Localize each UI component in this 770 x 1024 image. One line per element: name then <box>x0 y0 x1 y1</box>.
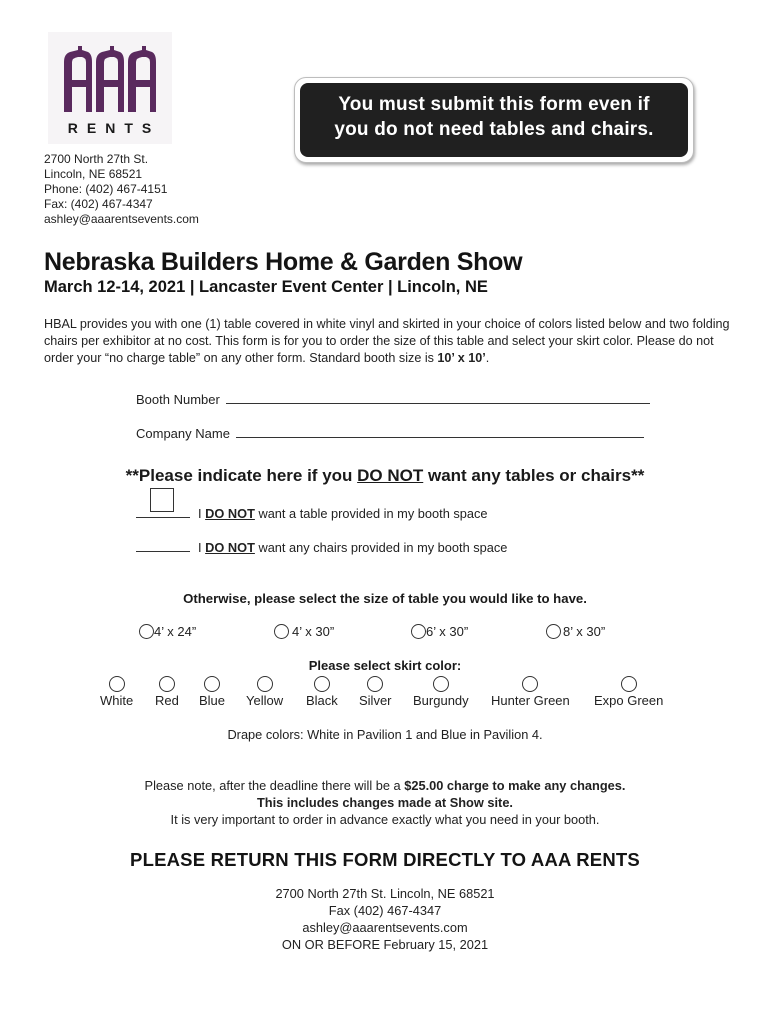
no-table-option <box>136 506 488 521</box>
skirt-label-expo-green: Expo Green <box>594 693 664 708</box>
no-chairs-emph: I DO NOT <box>198 540 255 555</box>
no-chairs-option <box>136 540 507 555</box>
intro-text: HBAL provides you with one (1) table covered in white vinyl and skirted in your choice of colors listed below and two folding chairs per exhibitor at no cost. This form is for you to order the size of this table and select your skirt color. Please do not order your “no charge table” on any other form. Standard booth size is <box>44 317 730 365</box>
notice-line-2: you do not need tables and chairs. <box>334 119 654 140</box>
no-tables-heading-pre: **Please indicate here if you <box>125 466 358 485</box>
skirt-option-expo-green[interactable] <box>594 676 663 708</box>
skirt-label-red: Red <box>155 693 179 708</box>
skirt-label-black: Black <box>306 693 338 708</box>
skirt-option-yellow[interactable] <box>246 676 283 708</box>
skirt-option-silver[interactable] <box>359 676 392 708</box>
contact-fax: Fax: (402) 467-4347 <box>44 197 153 211</box>
notice-line-1: You must submit this form even if <box>338 94 650 115</box>
skirt-radio-white[interactable] <box>109 676 125 692</box>
skirt-label-white: White <box>100 693 134 708</box>
changes-line-1-bold: $25.00 charge to make any changes. <box>404 778 626 793</box>
table-size-heading: Otherwise, please select the size of table you would like to have. <box>183 591 587 606</box>
size-label-4x24: 4’ x 24” <box>154 624 197 639</box>
size-label-8x30: 8’ x 30” <box>563 624 606 639</box>
intro-paragraph <box>44 316 734 367</box>
no-table-emph: I DO NOT <box>198 506 255 521</box>
skirt-option-black[interactable] <box>306 676 338 708</box>
no-chairs-text <box>198 540 507 555</box>
skirt-radio-silver[interactable] <box>367 676 383 692</box>
skirt-radio-burgundy[interactable] <box>433 676 449 692</box>
skirt-option-red[interactable] <box>155 676 179 708</box>
no-table-text <box>198 506 488 521</box>
no-table-rest: want a table provided in my booth space <box>254 506 488 521</box>
skirt-radio-expo-green[interactable] <box>621 676 637 692</box>
skirt-label-yellow: Yellow <box>246 693 284 708</box>
skirt-radio-blue[interactable] <box>204 676 220 692</box>
booth-size: 10’ x 10’ <box>437 351 486 365</box>
company-name-row <box>136 426 644 441</box>
contact-phone: Phone: (402) 467-4151 <box>44 182 168 196</box>
no-chairs-blank[interactable] <box>136 540 190 552</box>
size-label-4x30: 4’ x 30” <box>292 624 335 639</box>
skirt-radio-black[interactable] <box>314 676 330 692</box>
booth-number-field[interactable] <box>226 393 650 404</box>
return-deadline: ON OR BEFORE February 15, 2021 <box>281 937 489 952</box>
event-subtitle: March 12-14, 2021 | Lancaster Event Center | Lincoln, NE <box>44 278 488 296</box>
size-option-6x30[interactable] <box>411 624 468 639</box>
return-email: ashley@aaarentsevents.com <box>302 920 468 935</box>
contact-city: Lincoln, NE 68521 <box>44 167 143 181</box>
contact-address: 2700 North 27th St. <box>44 152 149 166</box>
no-tables-heading <box>0 466 770 486</box>
return-address: 2700 North 27th St. Lincoln, NE 68521 <box>275 886 495 901</box>
no-table-checkbox[interactable] <box>150 488 174 512</box>
skirt-radio-yellow[interactable] <box>257 676 273 692</box>
contact-email: ashley@aaarentsevents.com <box>44 212 199 226</box>
contact-block <box>44 152 199 227</box>
no-table-blank <box>136 506 190 518</box>
size-radio-4x24[interactable] <box>139 624 154 639</box>
company-name-field[interactable] <box>236 427 644 438</box>
return-heading: PLEASE RETURN THIS FORM DIRECTLY TO AAA RENTS <box>130 849 640 870</box>
size-option-4x30[interactable] <box>274 624 334 639</box>
size-label-6x30: 6’ x 30” <box>426 624 469 639</box>
logo-subtitle: RENTS <box>67 120 161 136</box>
size-option-8x30[interactable] <box>546 624 605 639</box>
size-radio-6x30[interactable] <box>411 624 426 639</box>
do-not-emphasis: DO NOT <box>205 506 255 521</box>
changes-line-1 <box>0 778 770 793</box>
skirt-option-blue[interactable] <box>199 676 225 708</box>
size-option-4x24[interactable] <box>139 624 196 639</box>
company-name-label: Company Name <box>136 426 230 441</box>
skirt-label-burgundy: Burgundy <box>413 693 469 708</box>
skirt-radio-red[interactable] <box>159 676 175 692</box>
notice-banner <box>300 83 688 157</box>
size-radio-4x30[interactable] <box>274 624 289 639</box>
booth-number-label: Booth Number <box>136 392 220 407</box>
intro-end: . <box>485 351 490 365</box>
drape-note: Drape colors: White in Pavilion 1 and Blue in Pavilion 4. <box>227 727 543 742</box>
skirt-option-burgundy[interactable] <box>413 676 469 708</box>
do-not-emphasis: DO NOT <box>205 540 255 555</box>
no-chairs-rest: want any chairs provided in my booth space <box>254 540 508 555</box>
notice-box <box>294 77 694 163</box>
no-tables-heading-emph: DO NOT <box>357 466 424 485</box>
skirt-color-heading: Please select skirt color: <box>308 658 462 673</box>
return-fax: Fax (402) 467-4347 <box>328 903 442 918</box>
skirt-label-silver: Silver <box>359 693 392 708</box>
booth-number-row <box>136 392 650 407</box>
skirt-option-white[interactable] <box>100 676 133 708</box>
changes-line-2: This includes changes made at Show site. <box>256 795 513 810</box>
company-logo <box>48 32 172 144</box>
size-radio-8x30[interactable] <box>546 624 561 639</box>
changes-line-3: It is very important to order in advance exactly what you need in your booth. <box>170 812 600 827</box>
event-title: Nebraska Builders Home & Garden Show <box>44 248 523 276</box>
no-tables-heading-post: want any tables or chairs** <box>423 466 645 485</box>
skirt-option-hunter-green[interactable] <box>491 676 570 708</box>
skirt-radio-hunter-green[interactable] <box>522 676 538 692</box>
changes-line-1-pre: Please note, after the deadline there will be a <box>144 778 405 793</box>
skirt-label-blue: Blue <box>199 693 226 708</box>
skirt-label-hunter-green: Hunter Green <box>491 693 570 708</box>
